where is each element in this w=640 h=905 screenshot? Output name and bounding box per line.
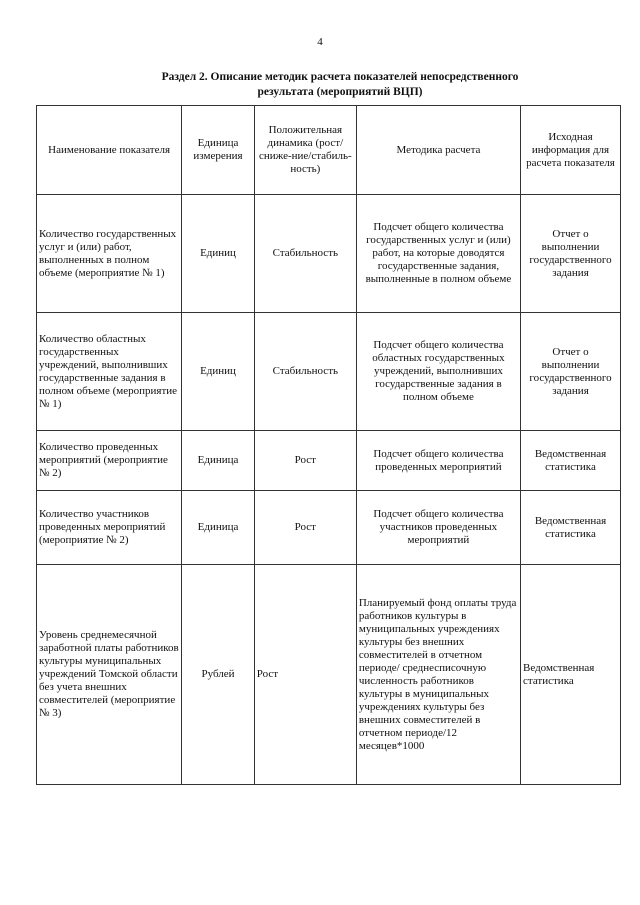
method: Планируемый фонд оплаты труда работников культуры в муниципальных учреждениях культуры без внешних совместителей в отчетном периоде/ среднесписочную численность работников культуры в муниципальных учреждениях культуры без внешних совместителей в отчетном периоде/12 месяцев*1000 bbox=[356, 565, 520, 785]
table-row bbox=[37, 313, 621, 431]
method: Подсчет общего количества областных государственных учреждений, выполнивших государственные задания в полном объеме bbox=[356, 313, 520, 431]
indicator-name: Уровень среднемесячной заработной платы работников культуры муниципальных учреждений Томской области без учета внешних совместителей (мероприятие № 3) bbox=[37, 565, 182, 785]
dynamics: Рост bbox=[254, 431, 356, 491]
header-source: Исходная информация для расчета показателя bbox=[521, 106, 621, 195]
unit: Единица bbox=[182, 491, 255, 565]
source: Ведомственная статистика bbox=[521, 565, 621, 785]
dynamics: Стабильность bbox=[254, 313, 356, 431]
table-row bbox=[37, 491, 621, 565]
table-row bbox=[37, 565, 621, 785]
header-method: Методика расчета bbox=[356, 106, 520, 195]
indicator-name: Количество государственных услуг и (или) работ, выполненных в полном объеме (мероприятие № 1) bbox=[37, 195, 182, 313]
source: Ведомственная статистика bbox=[521, 431, 621, 491]
dynamics: Стабильность bbox=[254, 195, 356, 313]
dynamics: Рост bbox=[254, 491, 356, 565]
metrics-table bbox=[36, 105, 621, 785]
source: Отчет о выполнении государственного задания bbox=[521, 195, 621, 313]
indicator-name: Количество участников проведенных мероприятий (мероприятие № 2) bbox=[37, 491, 182, 565]
method: Подсчет общего количества проведенных мероприятий bbox=[356, 431, 520, 491]
section-title-line1: Раздел 2. Описание методик расчета показателей непосредственного bbox=[161, 71, 519, 83]
source: Ведомственная статистика bbox=[521, 491, 621, 565]
table-header-row bbox=[37, 106, 621, 195]
unit: Единиц bbox=[182, 195, 255, 313]
table-row bbox=[37, 431, 621, 491]
section-title-line2: результата (мероприятий ВЦП) bbox=[257, 86, 423, 98]
header-unit: Единица измерения bbox=[182, 106, 255, 195]
source: Отчет о выполнении государственного задания bbox=[521, 313, 621, 431]
page-number: 4 bbox=[317, 36, 323, 48]
table-row bbox=[37, 195, 621, 313]
method: Подсчет общего количества государственных услуг и (или) работ, на которые доводятся государственные задания, выполненные в полном объеме bbox=[356, 195, 520, 313]
unit: Единиц bbox=[182, 313, 255, 431]
indicator-name: Количество проведенных мероприятий (мероприятие № 2) bbox=[37, 431, 182, 491]
dynamics: Рост bbox=[254, 565, 356, 785]
method: Подсчет общего количества участников проведенных мероприятий bbox=[356, 491, 520, 565]
section-title bbox=[60, 70, 620, 100]
unit: Единица bbox=[182, 431, 255, 491]
unit: Рублей bbox=[182, 565, 255, 785]
header-dynamics: Положительная динамика (рост/сниже-ние/стабиль-ность) bbox=[254, 106, 356, 195]
header-indicator-name: Наименование показателя bbox=[37, 106, 182, 195]
indicator-name: Количество областных государственных учреждений, выполнивших государственные задания в полном объеме (мероприятие № 1) bbox=[37, 313, 182, 431]
